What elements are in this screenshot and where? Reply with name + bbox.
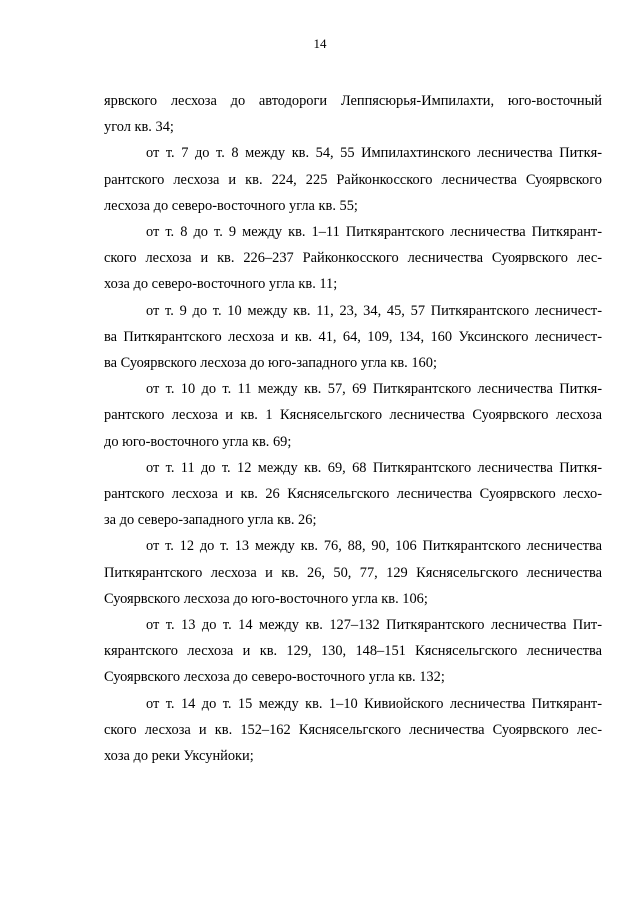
text-line: от т. 12 до т. 13 между кв. 76, 88, 90, 106 Питкярантского лесничества [146, 538, 602, 555]
page-number: 14 [313, 36, 327, 51]
text-line: Суоярвского лесхоза до юго-восточного угла кв. 106; [104, 590, 428, 607]
text-line: от т. 14 до т. 15 между кв. 1–10 Кивиойского лесничества Питкярант- [146, 695, 602, 712]
text-line: до юго-восточного угла кв. 69; [104, 433, 292, 450]
text-line: от т. 11 до т. 12 между кв. 69, 68 Питкярантского лесничества Питкя- [146, 459, 602, 476]
text-line: хоза до северо-восточного угла кв. 11; [104, 276, 338, 293]
text-line: ва Питкярантского лесхоза и кв. 41, 64, 109, 134, 160 Уксинского лесничест- [104, 328, 602, 345]
text-line: Суоярвского лесхоза до северо-восточного угла кв. 132; [104, 669, 445, 686]
text-line: ского лесхоза и кв. 226–237 Райконкосского лесничества Суоярвского лес- [104, 250, 602, 267]
text-line: ского лесхоза и кв. 152–162 Кяснясельгского лесничества Суоярвского лес- [104, 721, 602, 738]
paragraph [104, 376, 602, 455]
paragraph [104, 219, 602, 298]
text-line: от т. 10 до т. 11 между кв. 57, 69 Питкярантского лесничества Питкя- [146, 381, 602, 398]
paragraph [104, 533, 602, 612]
text-line: рантского лесхоза и кв. 26 Кяснясельгского лесничества Суоярвского лесхо- [104, 486, 602, 503]
text-line: угол кв. 34; [104, 119, 174, 136]
text-line: от т. 9 до т. 10 между кв. 11, 23, 34, 45, 57 Питкярантского лесничест- [146, 302, 602, 319]
paragraph [104, 298, 602, 377]
text-line: ярвского лесхоза до автодороги Леппясюрья-Импилахти, юго-восточный [104, 93, 602, 109]
text-line: от т. 7 до т. 8 между кв. 54, 55 Импилахтинского лесничества Питкя- [146, 145, 602, 162]
paragraph [104, 455, 602, 534]
text-line: за до северо-западного угла кв. 26; [104, 512, 317, 529]
text-line: кярантского лесхоза и кв. 129, 130, 148–151 Кяснясельгского лесничества [104, 643, 602, 660]
paragraph [104, 691, 602, 770]
paragraph [104, 612, 602, 691]
text-line: Питкярантского лесхоза и кв. 26, 50, 77, 129 Кяснясельгского лесничества [104, 564, 602, 581]
paragraph [104, 140, 602, 219]
text-line: ва Суоярвского лесхоза до юго-западного угла кв. 160; [104, 355, 437, 372]
text-line: лесхоза до северо-восточного угла кв. 55; [104, 197, 358, 214]
text-line: хоза до реки Уксунйоки; [104, 748, 254, 765]
text-line: от т. 8 до т. 9 между кв. 1–11 Питкярантского лесничества Питкярант- [146, 224, 602, 241]
text-line: рантского лесхоза и кв. 224, 225 Райконкосского лесничества Суоярвского [104, 171, 602, 188]
text-line: рантского лесхоза и кв. 1 Кяснясельгского лесничества Суоярвского лесхоза [104, 407, 602, 424]
paragraph [104, 88, 602, 140]
text-line: от т. 13 до т. 14 между кв. 127–132 Питкярантского лесничества Пит- [146, 617, 602, 634]
document-body [104, 88, 602, 769]
